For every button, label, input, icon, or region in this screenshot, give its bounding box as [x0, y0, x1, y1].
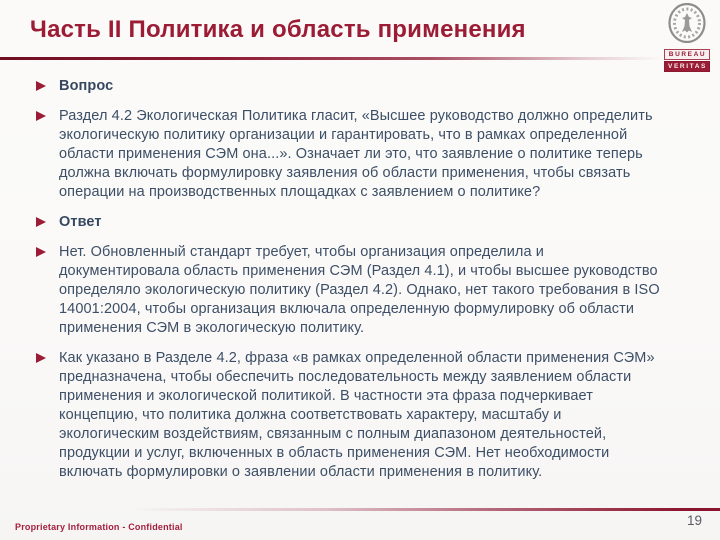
bureau-veritas-seal-icon: [666, 3, 708, 49]
bullet-answer-body-2: [33, 349, 665, 482]
logo-text-bureau: BUREAU: [664, 49, 710, 60]
footer-divider: [0, 508, 720, 511]
bullet-triangle-icon: [36, 111, 46, 121]
bullet-triangle-icon: [36, 247, 46, 257]
bullet-triangle-icon: [36, 217, 46, 227]
bullet-answer-body-1: [33, 243, 665, 338]
bureau-veritas-logo: [662, 3, 712, 72]
bullet-triangle-icon: [36, 353, 46, 363]
bullet-triangle-icon: [36, 81, 46, 91]
bullet-text: Нет. Обновленный стандарт требует, чтобы организация определила и документировала область применения СЭМ (Раздел 4.1), и чтобы высшее руководство определяло экологическую политику (Раздел 4.2). Однако, нет такого требования в ISO 14001:2004, чтобы организация включала определенную формулировку об области применения СЭМ в экологическую политику.: [59, 244, 660, 336]
bullet-text: Как указано в Разделе 4.2, фраза «в рамках определенной области применения СЭМ» предназначена, чтобы обеспечить последовательность между заявлением области применения и экологической политикой. В частности эта фраза подчеркивает концепцию, что политика должна соответствовать характеру, масштабу и экологическим воздействиям, связанным с полным диапазоном деятельностей, продукции и услуг, включенных в область применения СЭМ. Нет необходимости включать формулировки о заявлении области применения в политику.: [59, 350, 655, 480]
bullet-question-heading: [33, 77, 665, 96]
slide-body: [33, 77, 665, 493]
page-number: 19: [686, 513, 702, 528]
bullet-text: Ответ: [59, 214, 102, 230]
bullet-text: Раздел 4.2 Экологическая Политика гласит, «Высшее руководство должно определить экологическую политику организации и гарантировать, что в рамках определенной области применения СЭМ она...». Означает ли это, что заявление о политике теперь должна включать формулировку заявления об области применения, чтобы связать операции на производственных площадках с заявлением о политике?: [59, 108, 653, 200]
title-divider: [0, 57, 720, 60]
bullet-text: Вопрос: [59, 78, 114, 94]
confidentiality-notice: Proprietary Information - Confidential: [15, 522, 183, 532]
bullet-question-body: [33, 107, 665, 202]
page-title: Часть II Политика и область применения: [30, 16, 526, 43]
logo-text-veritas: VERITAS: [664, 61, 710, 72]
bullet-answer-heading: [33, 213, 665, 232]
